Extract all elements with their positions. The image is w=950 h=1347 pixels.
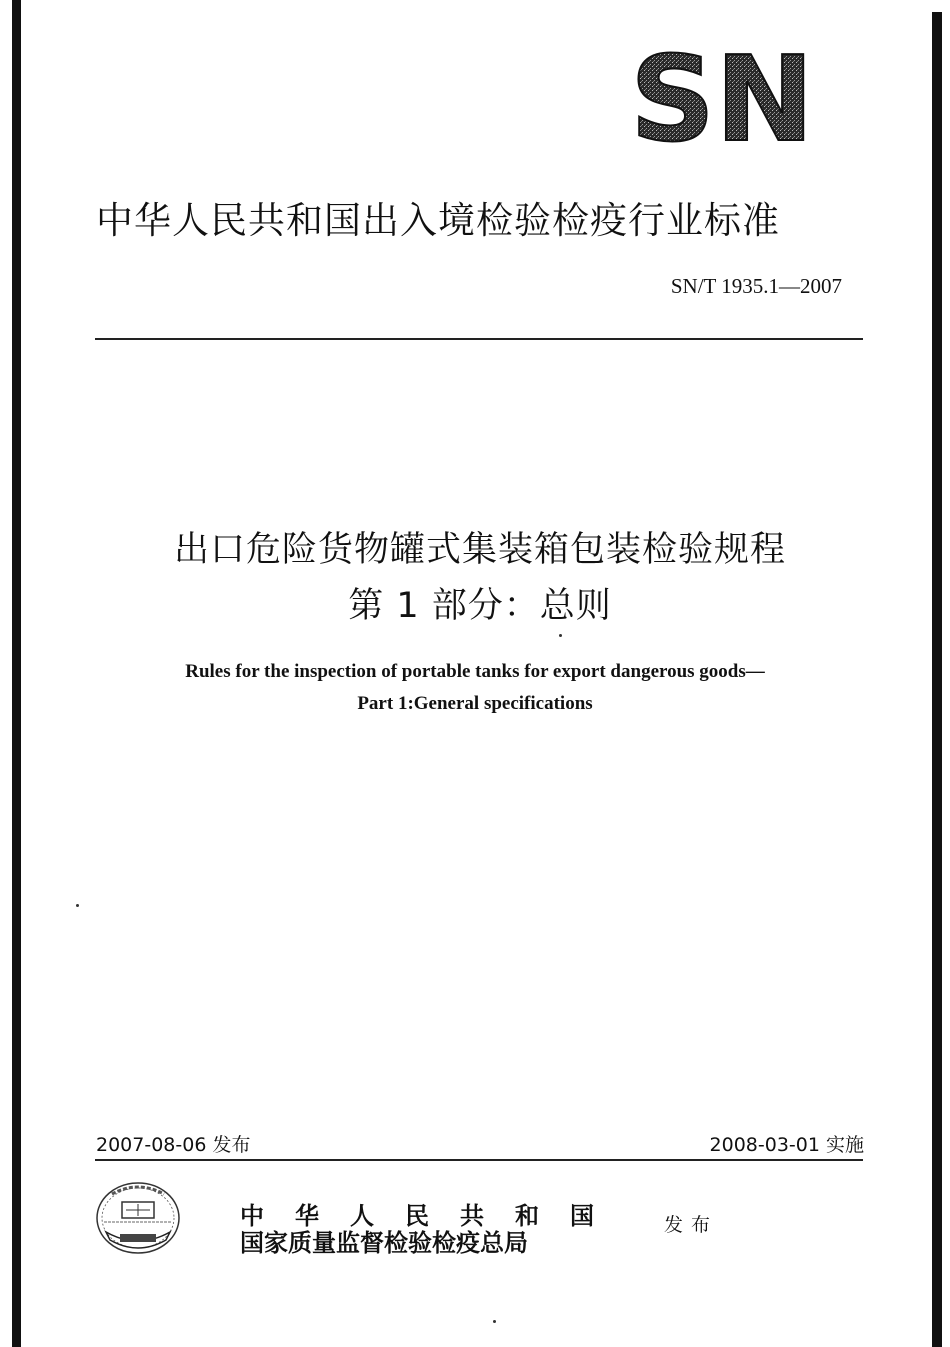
standard-number: SN/T 1935.1—2007 bbox=[670, 274, 842, 298]
title-cn-line1: 出口危险货物罐式集装箱包装检验规程 bbox=[173, 530, 786, 570]
issuer-line1: 中华人民共和国 bbox=[240, 1201, 625, 1230]
title-cn-line2: 第 1 部分：总则 bbox=[348, 586, 612, 626]
issue-date: 2007-08-06 发布 bbox=[96, 1134, 251, 1156]
divider-bottom bbox=[95, 1159, 863, 1161]
title-en-line2: Part 1:General specifications bbox=[357, 693, 593, 714]
sn-logo-icon bbox=[630, 48, 816, 143]
scan-speck bbox=[76, 904, 79, 907]
scan-speck bbox=[559, 634, 562, 637]
implementation-date: 2008-03-01 实施 bbox=[709, 1134, 864, 1156]
sn-logo-text: SN bbox=[630, 48, 814, 143]
divider-top bbox=[95, 338, 863, 340]
anti-counterfeit-seal-icon bbox=[94, 1180, 182, 1258]
issuer-line2: 国家质量监督检验检疫总局 bbox=[240, 1228, 528, 1257]
issuer-verb: 发布 bbox=[664, 1214, 719, 1236]
title-en-line1: Rules for the inspection of portable tanks for export dangerous goods— bbox=[185, 661, 765, 682]
org-title: 中华人民共和国出入境检验检疫行业标准 bbox=[96, 199, 780, 242]
scan-speck bbox=[493, 1320, 496, 1323]
